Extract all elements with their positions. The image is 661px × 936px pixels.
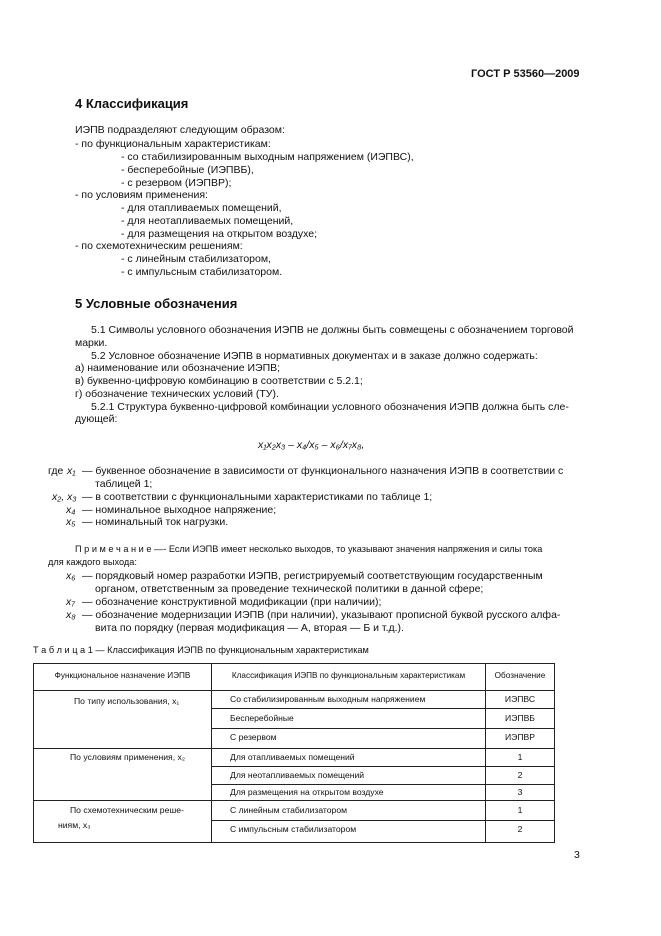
section-5-title: 5 Условные обозначения xyxy=(75,296,238,311)
variable-description: — порядковый номер разработки ИЭПВ, регистрируемый соответствующим государственным xyxy=(82,570,543,582)
table-group-name: По типу использования, x₁ xyxy=(74,696,180,706)
table-caption-label: Т а б л и ц а 1 xyxy=(33,645,93,655)
list-item: - со стабилизированным выходным напряжением (ИЭПВС), xyxy=(121,151,414,163)
table-cell: ИЭПВР xyxy=(505,732,535,742)
clause-5-1-cont: марки. xyxy=(75,337,108,349)
list-item: в) буквенно-цифровую комбинацию в соответствии с 5.2.1; xyxy=(75,375,363,387)
list-item: - бесперебойные (ИЭПВБ), xyxy=(121,164,254,176)
clause-5-1: 5.1 Символы условного обозначения ИЭПВ не должны быть совмещены с обозначением торговой xyxy=(91,324,574,336)
variable-description-cont: таблицей 1; xyxy=(95,478,153,490)
document-standard-number: ГОСТ Р 53560—2009 xyxy=(471,68,580,80)
table-cell: С резервом xyxy=(230,732,277,742)
table-cell: С импульсным стабилизатором xyxy=(230,824,357,834)
table-header: Классификация ИЭПВ по функциональным характеристикам xyxy=(231,671,466,680)
table-caption xyxy=(33,644,369,656)
classification-table xyxy=(33,663,555,843)
table-cell: 3 xyxy=(517,787,523,797)
table-group-name: По условиям применения, x₂ xyxy=(70,752,186,762)
variable-symbol: x₁ xyxy=(67,465,76,477)
table-cell: Бесперебойные xyxy=(230,713,294,723)
table-divider xyxy=(211,784,554,785)
list-item: г) обозначение технических условий (ТУ). xyxy=(75,388,279,400)
list-item: - для неотапливаемых помещений, xyxy=(121,215,294,227)
group-label: - по функциональным характеристикам: xyxy=(75,138,271,150)
table-cell: 1 xyxy=(517,752,523,762)
variable-description-cont: органом, ответственным за проведение технической политики в данной сфере; xyxy=(95,583,484,595)
table-cell: С линейным стабилизатором xyxy=(230,805,348,815)
clause-5-2-1-cont: дующей: xyxy=(75,413,118,425)
variable-symbol: x₆ xyxy=(66,570,76,582)
list-item: - для отапливаемых помещений, xyxy=(121,202,282,214)
variable-symbol: x₇ xyxy=(66,596,75,608)
table-cell: 1 xyxy=(517,805,523,815)
table-divider xyxy=(211,728,554,729)
table-cell: Со стабилизированным выходным напряжением xyxy=(230,694,426,704)
formula: x₁x₂x₃ – x₄/x₅ – x₆/x₇x₈, xyxy=(258,439,365,451)
table-group-name: По схемотехническим реше- xyxy=(70,805,184,815)
table-cell: Для неотапливаемых помещений xyxy=(230,770,365,780)
variable-description: — номинальное выходное напряжение; xyxy=(82,504,277,516)
note-label: П р и м е ч а н и е — xyxy=(75,544,164,554)
note-text: - Если ИЭПВ имеет несколько выходов, то указывают значения напряжения и силы тока xyxy=(163,544,543,554)
table-divider xyxy=(211,766,554,767)
table-cell: ИЭПВС xyxy=(504,694,536,704)
variable-description-cont: вита по порядку (первая модификация — А, вторая — Б и т.д.). xyxy=(95,622,404,634)
variable-description: — обозначение модернизации ИЭПВ (при наличии), указывают прописной буквой русского алфа- xyxy=(82,609,561,621)
list-item: а) наименование или обозначение ИЭПВ; xyxy=(75,362,281,374)
variable-description: — номинальный ток нагрузки. xyxy=(82,516,229,528)
clause-5-2-1: 5.2.1 Структура буквенно-цифровой комбинации условного обозначения ИЭПВ должна быть сле- xyxy=(91,401,569,413)
section-4-title: 4 Классификация xyxy=(75,96,189,111)
table-divider xyxy=(211,708,554,709)
variable-description: — в соответствии с функциональными характеристиками по таблице 1; xyxy=(82,491,433,503)
variable-symbol: x₂, x₃ xyxy=(52,491,77,503)
group-label: - по условиям применения: xyxy=(75,189,208,201)
table-group-name-cont: ниям, x₃ xyxy=(58,820,91,830)
list-item: - с линейным стабилизатором, xyxy=(121,253,271,265)
section-4-intro: ИЭПВ подразделяют следующим образом: xyxy=(75,124,285,136)
page-number: 3 xyxy=(574,849,580,861)
table-divider xyxy=(211,820,554,821)
variable-description: — обозначение конструктивной модификации (при наличии); xyxy=(82,596,382,608)
table-header: Обозначение xyxy=(494,671,546,680)
list-item: - с импульсным стабилизатором. xyxy=(121,266,283,278)
table-cell: ИЭПВБ xyxy=(505,713,535,723)
table-header: Функциональное назначение ИЭПВ xyxy=(54,671,191,680)
where-prefix: где xyxy=(48,465,64,477)
variable-symbol: x₈ xyxy=(66,609,76,621)
table-divider xyxy=(34,748,554,749)
group-label: - по схемотехническим решениям: xyxy=(75,240,243,252)
note-text-cont: для каждого выхода: xyxy=(48,557,137,567)
table-divider xyxy=(34,800,554,801)
variable-description: — буквенное обозначение в зависимости от функционального назначения ИЭПВ в соответствии с xyxy=(82,465,564,477)
table-caption-text: — Классификация ИЭПВ по функциональным характеристикам xyxy=(92,645,369,655)
note xyxy=(75,543,542,555)
clause-5-2: 5.2 Условное обозначение ИЭПВ в нормативных документах и в заказе должно содержать: xyxy=(91,350,538,362)
table-cell: 2 xyxy=(517,770,523,780)
variable-symbol: x₅ xyxy=(66,516,76,528)
table-cell: Для размещения на открытом воздухе xyxy=(230,787,384,797)
table-cell: Для отапливаемых помещений xyxy=(230,752,355,762)
list-item: - с резервом (ИЭПВР); xyxy=(121,177,232,189)
variable-symbol: x₄ xyxy=(66,504,76,516)
table-divider xyxy=(34,690,554,691)
table-cell: 2 xyxy=(517,824,523,834)
list-item: - для размещения на открытом воздухе; xyxy=(121,228,317,240)
